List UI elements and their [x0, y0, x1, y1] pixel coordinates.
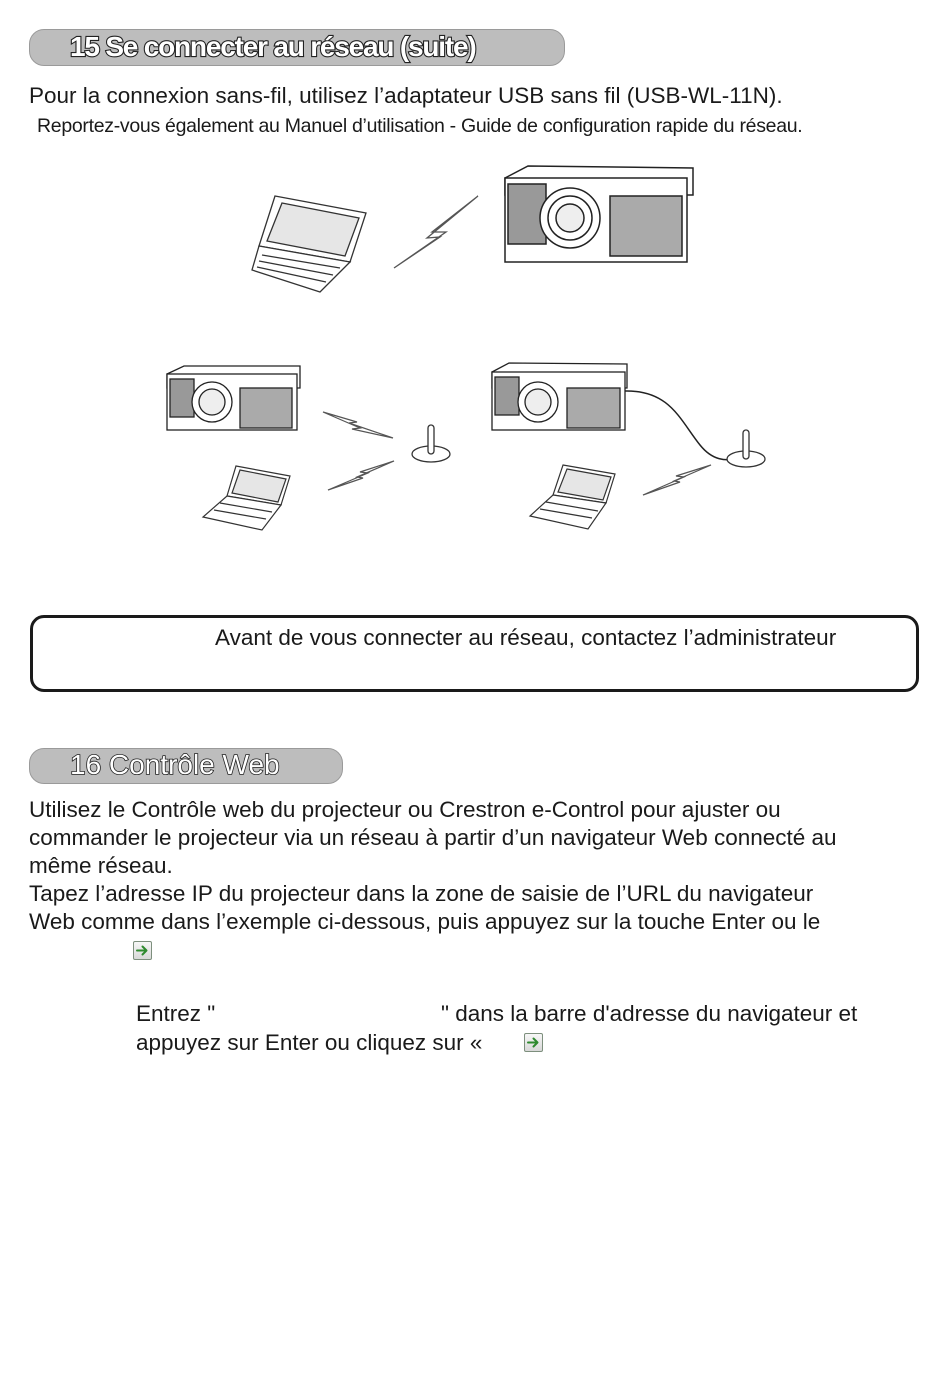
network-diagram-access-point: [0, 0, 950, 560]
intro-line-1: Pour la connexion sans-fil, utilisez l’adaptateur USB sans fil (USB-WL-11N).: [29, 83, 783, 108]
section-16-title: 16 Contrôle Web: [70, 749, 280, 780]
paragraph-line-2: commander le projecteur via un réseau à partir d’un navigateur Web connecté au: [29, 825, 837, 850]
example-text-part-1: Entrez ": [136, 1001, 216, 1026]
laptop-illustration-right: [530, 465, 615, 529]
lan-cable: [625, 391, 741, 460]
access-point-icon-right: [727, 430, 765, 467]
go-arrow-icon-inline: [524, 1033, 543, 1052]
lightning-icon-left-1: [323, 412, 393, 438]
note-text: Avant de vous connecter au réseau, contactez l’administrateur: [215, 625, 837, 650]
example-line-2: appuyez sur Enter ou cliquez sur «: [136, 1030, 483, 1055]
go-arrow-icon: [133, 941, 152, 960]
access-point-icon-left: [412, 425, 450, 462]
paragraph-line-3: même réseau.: [29, 853, 173, 878]
projector-illustration-left: [167, 366, 300, 430]
paragraph-line-5: Web comme dans l’exemple ci-dessous, puis appuyez sur la touche Enter ou le: [29, 909, 821, 934]
example-text-part-2: " dans la barre d'adresse du navigateur et: [441, 1001, 858, 1026]
projector-illustration-right: [492, 363, 627, 430]
laptop-illustration-left: [203, 466, 290, 530]
paragraph-line-4: Tapez l’adresse IP du projecteur dans la zone de saisie de l’URL du navigateur: [29, 881, 814, 906]
paragraph-line-1: Utilisez le Contrôle web du projecteur ou Crestron e-Control pour ajuster ou: [29, 797, 781, 822]
intro-line-2: Reportez-vous également au Manuel d’utilisation - Guide de configuration rapide du réseau.: [37, 115, 803, 137]
lightning-icon-right: [643, 465, 711, 495]
lightning-icon-left-2: [328, 461, 394, 490]
section-15-title: 15 Se connecter au réseau (suite): [70, 31, 476, 62]
